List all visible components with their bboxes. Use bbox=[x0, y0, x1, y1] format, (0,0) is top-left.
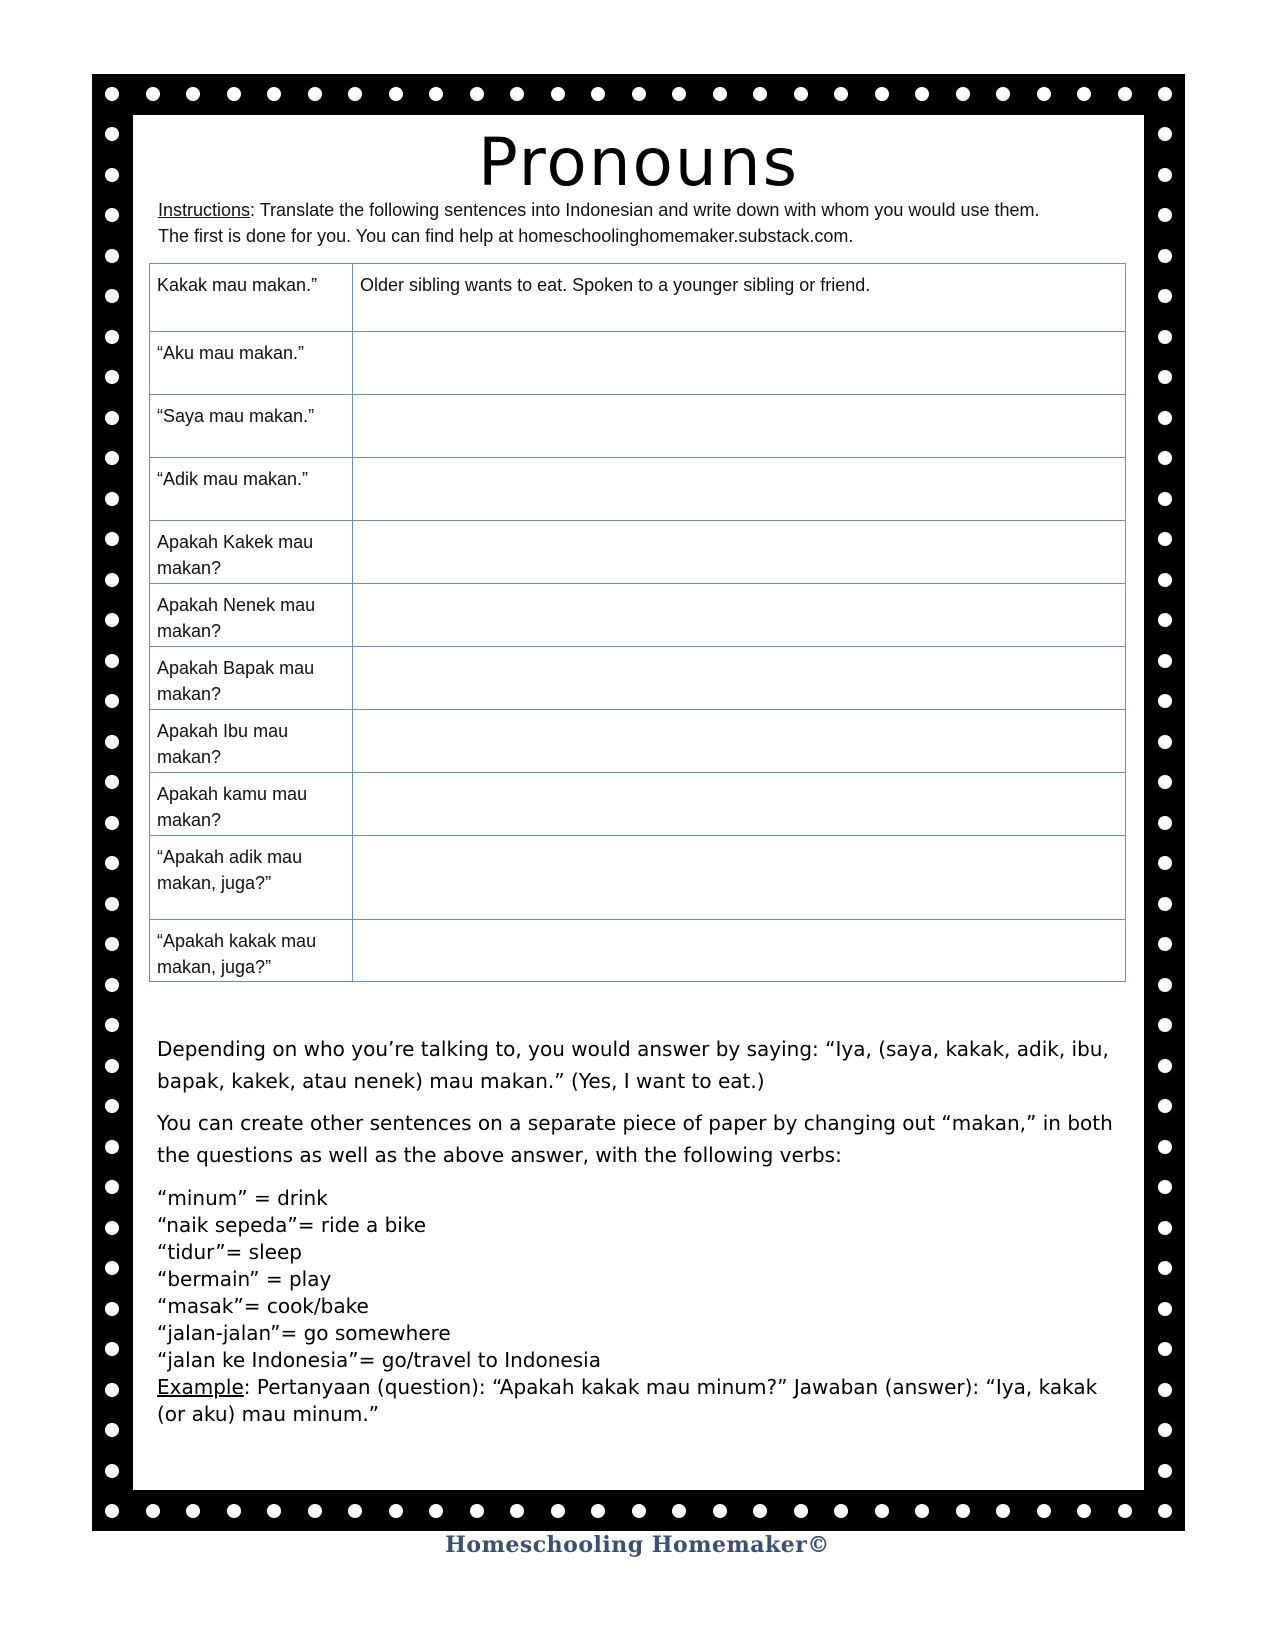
sentence-cell: “Apakah kakak mau makan, juga?” bbox=[150, 920, 353, 982]
answer-cell[interactable] bbox=[353, 332, 1126, 395]
border-dot bbox=[105, 451, 119, 465]
border-dot bbox=[996, 1504, 1010, 1518]
border-dot bbox=[1158, 1423, 1172, 1437]
border-dot bbox=[1158, 573, 1172, 587]
border-dot bbox=[105, 1383, 119, 1397]
border-dot bbox=[713, 87, 727, 101]
border-dot bbox=[1158, 1342, 1172, 1356]
border-dot bbox=[308, 1504, 322, 1518]
answer-explanation: Depending on who you’re talking to, you would answer by saying: “Iya, (saya, kakak, adik, ibu, bapak, kakek, atau nenek) mau makan.” (Yes, I want to eat.) bbox=[157, 1037, 1109, 1093]
border-dot bbox=[105, 1140, 119, 1154]
verb-instructions: You can create other sentences on a separate piece of paper by changing out “makan,” in both the questions as well as the above answer, with the following verbs: bbox=[157, 1111, 1113, 1167]
verb-item: “minum” = drink bbox=[157, 1186, 328, 1210]
border-dot bbox=[551, 1504, 565, 1518]
answer-cell[interactable] bbox=[353, 521, 1126, 584]
border-dot bbox=[875, 1504, 889, 1518]
border-dot bbox=[591, 1504, 605, 1518]
border-dot bbox=[1158, 1504, 1172, 1518]
example-text: : Pertanyaan (question): “Apakah kakak mau minum?” Jawaban (answer): “Iya, kakak (or aku) mau minum.” bbox=[157, 1375, 1098, 1426]
border-dot bbox=[1158, 87, 1172, 101]
border-dot bbox=[1037, 1504, 1051, 1518]
border-dot bbox=[1158, 1180, 1172, 1194]
border-dot bbox=[105, 1059, 119, 1073]
table-row bbox=[150, 920, 1126, 982]
border-dot bbox=[105, 492, 119, 506]
border-dot bbox=[146, 1504, 160, 1518]
border-dot bbox=[105, 978, 119, 992]
border-dot bbox=[105, 1464, 119, 1478]
border-dot bbox=[105, 330, 119, 344]
border-dot bbox=[105, 937, 119, 951]
sentence-cell: “Apakah adik mau makan, juga?” bbox=[150, 836, 353, 920]
border-dot bbox=[834, 87, 848, 101]
border-dot bbox=[551, 87, 565, 101]
border-dot bbox=[1158, 492, 1172, 506]
border-dot bbox=[470, 1504, 484, 1518]
instructions-label: Instructions bbox=[158, 200, 251, 220]
border-dot bbox=[1158, 1464, 1172, 1478]
border-dot bbox=[1158, 370, 1172, 384]
answer-cell[interactable] bbox=[353, 458, 1126, 521]
verb-item: “jalan ke Indonesia”= go/travel to Indonesia bbox=[157, 1348, 601, 1372]
border-dot bbox=[470, 87, 484, 101]
notes-section bbox=[157, 1033, 1127, 1428]
border-dot bbox=[105, 1261, 119, 1275]
border-dot bbox=[105, 694, 119, 708]
example bbox=[157, 1374, 1127, 1428]
border-dot bbox=[1158, 1221, 1172, 1235]
border-dot bbox=[105, 411, 119, 425]
border-dot bbox=[1037, 87, 1051, 101]
instructions bbox=[158, 197, 1128, 249]
border-dot bbox=[105, 1504, 119, 1518]
border-dot bbox=[510, 1504, 524, 1518]
border-dot bbox=[1158, 1383, 1172, 1397]
border-dot bbox=[146, 87, 160, 101]
border-dot bbox=[875, 87, 889, 101]
border-dot bbox=[105, 289, 119, 303]
sentence-cell: Apakah Ibu mau makan? bbox=[150, 710, 353, 773]
pronoun-table bbox=[149, 263, 1126, 982]
border-dot bbox=[996, 87, 1010, 101]
table-row bbox=[150, 332, 1126, 395]
border-dot bbox=[956, 1504, 970, 1518]
border-dot bbox=[105, 1180, 119, 1194]
sentence-cell: Apakah Nenek mau makan? bbox=[150, 584, 353, 647]
border-dot bbox=[1158, 897, 1172, 911]
border-dot bbox=[308, 87, 322, 101]
border-dot bbox=[429, 1504, 443, 1518]
table-row bbox=[150, 521, 1126, 584]
sentence-cell: “Adik mau makan.” bbox=[150, 458, 353, 521]
border-dot bbox=[1158, 1059, 1172, 1073]
border-dot bbox=[1158, 532, 1172, 546]
border-dot bbox=[105, 127, 119, 141]
border-dot bbox=[591, 87, 605, 101]
instructions-text-line2: The first is done for you. You can find help at homeschoolinghomemaker.substack.com. bbox=[158, 226, 854, 246]
border-dot bbox=[105, 613, 119, 627]
answer-cell[interactable] bbox=[353, 647, 1126, 710]
border-dot bbox=[227, 1504, 241, 1518]
table-row bbox=[150, 584, 1126, 647]
border-dot bbox=[105, 249, 119, 263]
border-dot bbox=[105, 897, 119, 911]
border-dot bbox=[753, 1504, 767, 1518]
border-dot bbox=[510, 87, 524, 101]
border-dot bbox=[429, 87, 443, 101]
verb-item: “naik sepeda”= ride a bike bbox=[157, 1213, 427, 1237]
border-dot bbox=[105, 168, 119, 182]
border-dot bbox=[105, 856, 119, 870]
border-dot bbox=[794, 87, 808, 101]
border-dot bbox=[267, 1504, 281, 1518]
border-dot bbox=[1118, 87, 1132, 101]
border-dot bbox=[956, 87, 970, 101]
border-dot bbox=[105, 735, 119, 749]
border-dot bbox=[915, 87, 929, 101]
answer-cell[interactable] bbox=[353, 920, 1126, 982]
border-dot bbox=[267, 87, 281, 101]
border-dot bbox=[1158, 735, 1172, 749]
sentence-cell: Apakah kamu mau makan? bbox=[150, 773, 353, 836]
verb-item: “jalan-jalan”= go somewhere bbox=[157, 1321, 451, 1345]
border-dot bbox=[915, 1504, 929, 1518]
sentence-cell: Kakak mau makan.” bbox=[150, 264, 353, 332]
answer-cell[interactable]: Older sibling wants to eat. Spoken to a younger sibling or friend. bbox=[353, 264, 1126, 332]
table-row bbox=[150, 836, 1126, 920]
table-row bbox=[150, 647, 1126, 710]
border-dot bbox=[1158, 856, 1172, 870]
border-dot bbox=[105, 87, 119, 101]
border-dot bbox=[227, 87, 241, 101]
border-dot bbox=[1158, 613, 1172, 627]
border-dot bbox=[1158, 249, 1172, 263]
border-dot bbox=[1158, 451, 1172, 465]
border-dot bbox=[105, 1302, 119, 1316]
border-dot bbox=[1158, 1018, 1172, 1032]
verb-item: “tidur”= sleep bbox=[157, 1240, 302, 1264]
border-dot bbox=[1158, 411, 1172, 425]
instructions-text-line1: : Translate the following sentences into Indonesian and write down with whom you would use them. bbox=[250, 200, 1040, 220]
border-dot bbox=[1158, 330, 1172, 344]
table-row bbox=[150, 458, 1126, 521]
footer-brand: Homeschooling Homemaker© bbox=[445, 1532, 830, 1558]
sentence-cell: “Aku mau makan.” bbox=[150, 332, 353, 395]
border-dot bbox=[1158, 1099, 1172, 1113]
border-dot bbox=[186, 1504, 200, 1518]
table-row bbox=[150, 710, 1126, 773]
border-dot bbox=[632, 87, 646, 101]
border-dot bbox=[1077, 1504, 1091, 1518]
border-dot bbox=[672, 87, 686, 101]
border-dot bbox=[389, 1504, 403, 1518]
table-row bbox=[150, 395, 1126, 458]
border-dot bbox=[105, 1423, 119, 1437]
border-dot bbox=[348, 87, 362, 101]
answer-cell[interactable] bbox=[353, 836, 1126, 920]
border-dot bbox=[1077, 87, 1091, 101]
answer-cell[interactable] bbox=[353, 710, 1126, 773]
border-dot bbox=[105, 370, 119, 384]
worksheet-content bbox=[133, 115, 1144, 1490]
border-dot bbox=[1158, 694, 1172, 708]
sentence-cell: Apakah Kakek mau makan? bbox=[150, 521, 353, 584]
border-dot bbox=[105, 1099, 119, 1113]
border-dot bbox=[1118, 1504, 1132, 1518]
border-dot bbox=[1158, 937, 1172, 951]
page-title: Pronouns bbox=[478, 124, 799, 201]
answer-cell[interactable] bbox=[353, 773, 1126, 836]
border-dot bbox=[1158, 775, 1172, 789]
border-dot bbox=[105, 573, 119, 587]
table-row bbox=[150, 264, 1126, 332]
border-dot bbox=[105, 532, 119, 546]
example-label: Example bbox=[157, 1375, 244, 1399]
answer-cell[interactable] bbox=[353, 584, 1126, 647]
border-dot bbox=[105, 775, 119, 789]
border-dot bbox=[105, 816, 119, 830]
border-dot bbox=[389, 87, 403, 101]
border-dot bbox=[632, 1504, 646, 1518]
border-dot bbox=[1158, 289, 1172, 303]
verb-list bbox=[157, 1185, 1127, 1374]
border-dot bbox=[1158, 1302, 1172, 1316]
table-row bbox=[150, 773, 1126, 836]
sentence-cell: Apakah Bapak mau makan? bbox=[150, 647, 353, 710]
border-dot bbox=[186, 87, 200, 101]
border-dot bbox=[1158, 978, 1172, 992]
border-dot bbox=[1158, 208, 1172, 222]
border-dot bbox=[1158, 816, 1172, 830]
border-dot bbox=[105, 1018, 119, 1032]
border-dot bbox=[1158, 127, 1172, 141]
answer-cell[interactable] bbox=[353, 395, 1126, 458]
border-dot bbox=[105, 208, 119, 222]
border-dot bbox=[1158, 1261, 1172, 1275]
border-dot bbox=[794, 1504, 808, 1518]
border-dot bbox=[105, 654, 119, 668]
border-dot bbox=[834, 1504, 848, 1518]
border-dot bbox=[105, 1221, 119, 1235]
border-dot bbox=[713, 1504, 727, 1518]
border-dot bbox=[753, 87, 767, 101]
border-dot bbox=[1158, 168, 1172, 182]
border-dot bbox=[1158, 654, 1172, 668]
sentence-cell: “Saya mau makan.” bbox=[150, 395, 353, 458]
border-dot bbox=[672, 1504, 686, 1518]
border-dot bbox=[105, 1342, 119, 1356]
verb-item: “masak”= cook/bake bbox=[157, 1294, 369, 1318]
verb-item: “bermain” = play bbox=[157, 1267, 332, 1291]
border-dot bbox=[348, 1504, 362, 1518]
border-dot bbox=[1158, 1140, 1172, 1154]
